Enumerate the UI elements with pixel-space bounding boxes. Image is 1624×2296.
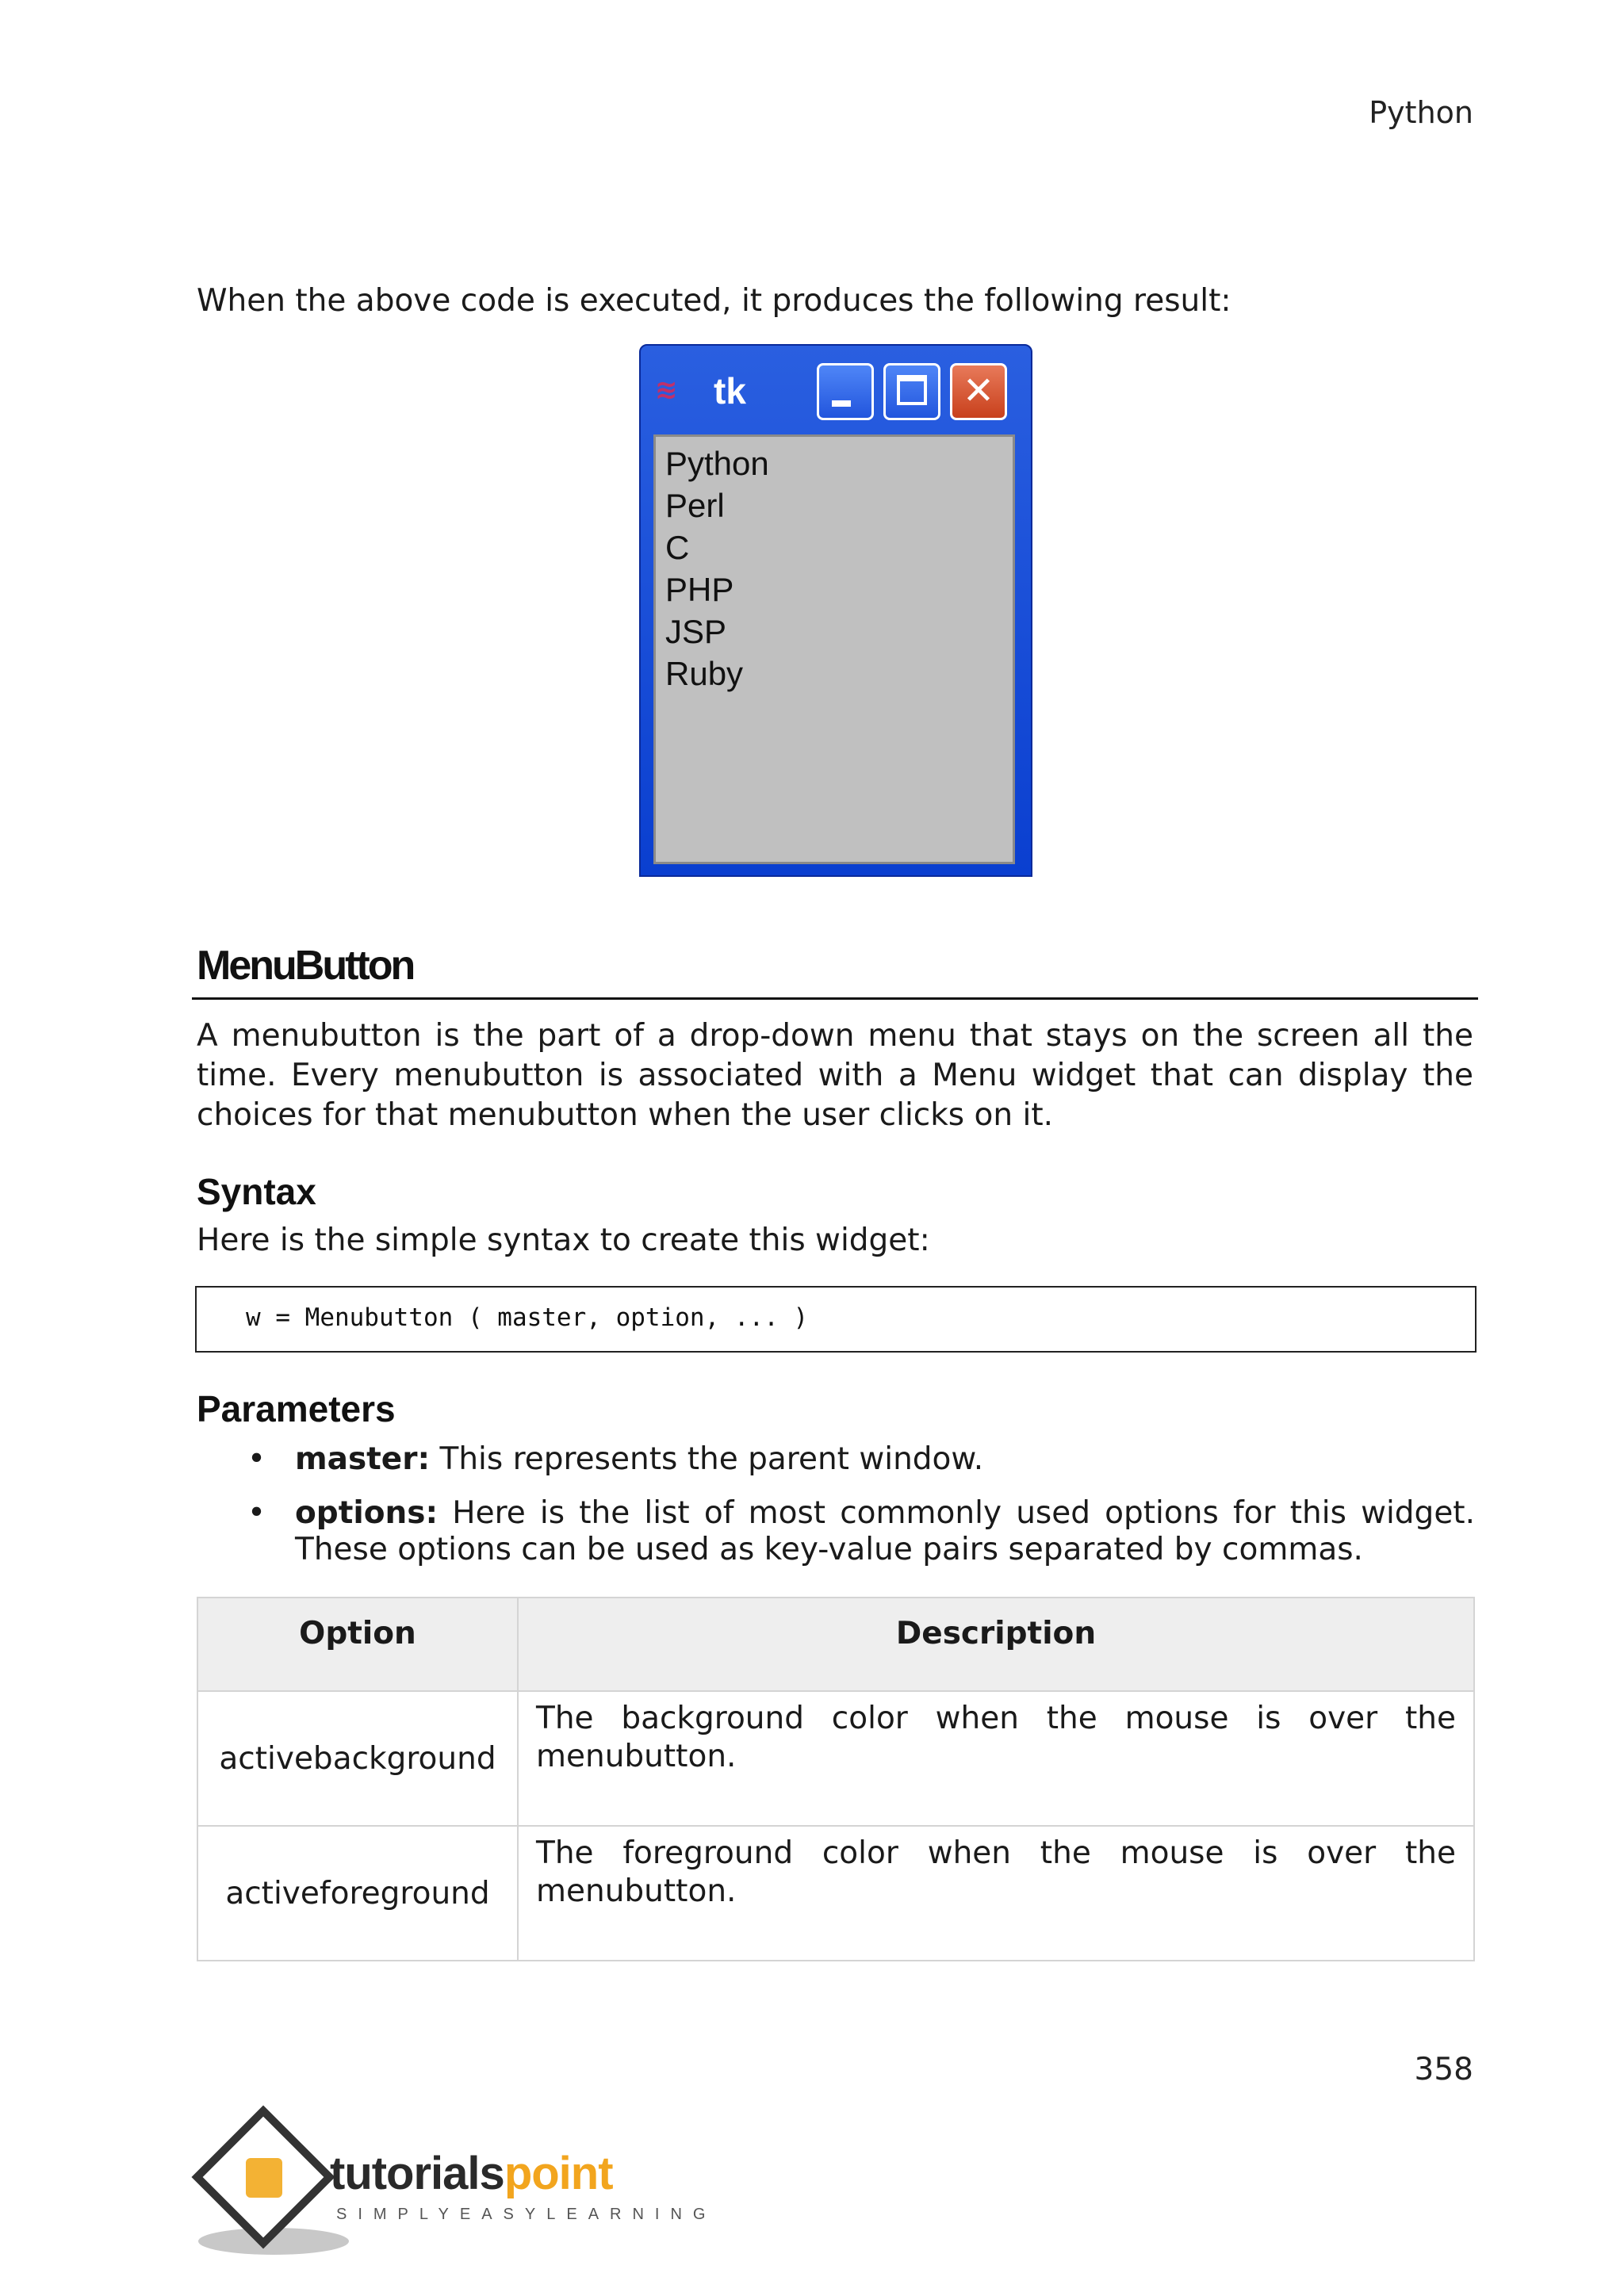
list-item: JSP xyxy=(665,613,727,650)
section-description: A menubutton is the part of a drop-down menu that stays on the screen all the time. Every menubutton is associated with a Menu widget that can display the choices for that menubutton when the user clicks on it. xyxy=(197,1018,1473,1133)
parameter-item xyxy=(295,1441,983,1478)
logo-wordmark: tutorialspoint xyxy=(330,2148,613,2199)
list-item: Ruby xyxy=(665,655,744,692)
maximize-icon xyxy=(883,363,940,420)
bullet-icon: • xyxy=(247,1495,266,1531)
options-table xyxy=(197,1597,1475,1961)
option-description: The foreground color when the mouse is over the menubutton. xyxy=(518,1826,1474,1961)
option-name: activeforeground xyxy=(197,1826,518,1961)
tutorialspoint-logo xyxy=(190,2109,717,2267)
parameter-text: This represents the parent window. xyxy=(430,1441,984,1477)
table-row xyxy=(197,1691,1474,1826)
column-header-option: Option xyxy=(197,1598,518,1691)
heading-divider xyxy=(192,997,1478,1000)
list-item: Perl xyxy=(665,487,725,524)
section-heading: MenuButton xyxy=(197,943,414,989)
minimize-icon xyxy=(817,363,874,420)
parameters-heading: Parameters xyxy=(197,1388,396,1429)
syntax-description: Here is the simple syntax to create this widget: xyxy=(197,1223,930,1258)
list-item: PHP xyxy=(665,571,734,608)
parameter-label: options: xyxy=(295,1495,439,1531)
tk-listbox xyxy=(653,434,1015,864)
table-header-row xyxy=(197,1598,1474,1691)
tk-feather-icon: ≋ xyxy=(655,374,678,406)
list-item: C xyxy=(665,529,690,566)
close-icon: ✕ xyxy=(950,363,1007,420)
parameter-text: Here is the list of most commonly used options for this widget. These options can be used as key-value pairs separated by commas. xyxy=(295,1495,1475,1567)
option-description: The background color when the mouse is over the menubutton. xyxy=(518,1691,1474,1826)
parameter-label: master: xyxy=(295,1441,431,1477)
code-block xyxy=(195,1286,1477,1353)
list-item: Python xyxy=(665,445,769,482)
header-title: Python xyxy=(1369,95,1473,130)
logo-tagline: SIMPLYEASYLEARNING xyxy=(336,2206,717,2223)
page-number: 358 xyxy=(1414,2052,1473,2087)
bullet-icon: • xyxy=(247,1441,266,1477)
tk-window-screenshot xyxy=(639,344,1032,877)
tk-titlebar xyxy=(641,346,1031,433)
option-name: activebackground xyxy=(197,1691,518,1826)
table-row xyxy=(197,1826,1474,1961)
intro-text: When the above code is executed, it produces the following result: xyxy=(197,283,1231,319)
parameter-item xyxy=(295,1495,1475,1568)
code-text: w = Menubutton ( master, option, ... ) xyxy=(246,1303,809,1332)
logo-book-icon xyxy=(246,2158,282,2198)
column-header-description: Description xyxy=(518,1598,1474,1691)
tk-window-title: tk xyxy=(714,370,746,411)
syntax-heading: Syntax xyxy=(197,1171,316,1212)
